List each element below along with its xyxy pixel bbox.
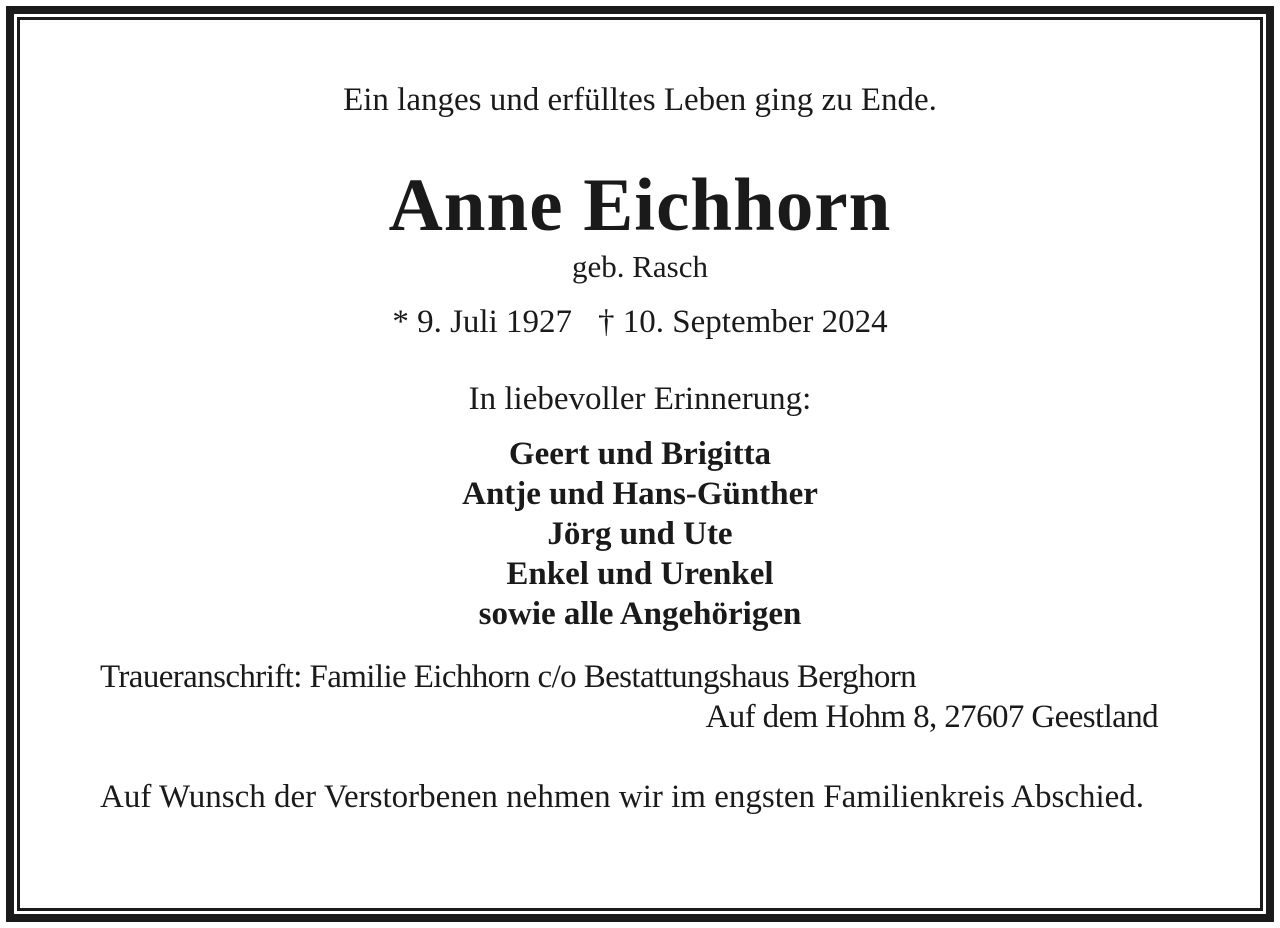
remembrance-heading: In liebevoller Erinnerung: — [468, 381, 812, 417]
death-date: † 10. September 2024 — [598, 304, 888, 340]
mourner-item: sowie alle Angehörigen — [478, 596, 802, 632]
mourner-item: Enkel und Urenkel — [506, 556, 774, 592]
mourning-address-street: Auf dem Hohm 8, 27607 Geestland — [705, 699, 1158, 735]
birth-date: * 9. Juli 1927 — [392, 304, 573, 340]
closing-note: Auf Wunsch der Verstorbenen nehmen wir im engsten Familienkreis Abschied. — [100, 779, 1145, 815]
mourning-address-label: Traueranschrift: Familie Eichhorn c/o Bestattungshaus Berghorn — [100, 659, 917, 695]
mourner-item: Antje und Hans-Günther — [462, 476, 818, 512]
mourners-list — [0, 434, 1280, 634]
intro-text: Ein langes und erfülltes Leben ging zu Ende. — [343, 82, 937, 118]
mourner-item: Geert und Brigitta — [508, 436, 772, 472]
maiden-name: geb. Rasch — [571, 249, 709, 284]
life-dates — [0, 304, 1280, 341]
deceased-name: Anne Eichhorn — [388, 164, 892, 247]
mourner-item: Jörg und Ute — [547, 516, 733, 552]
